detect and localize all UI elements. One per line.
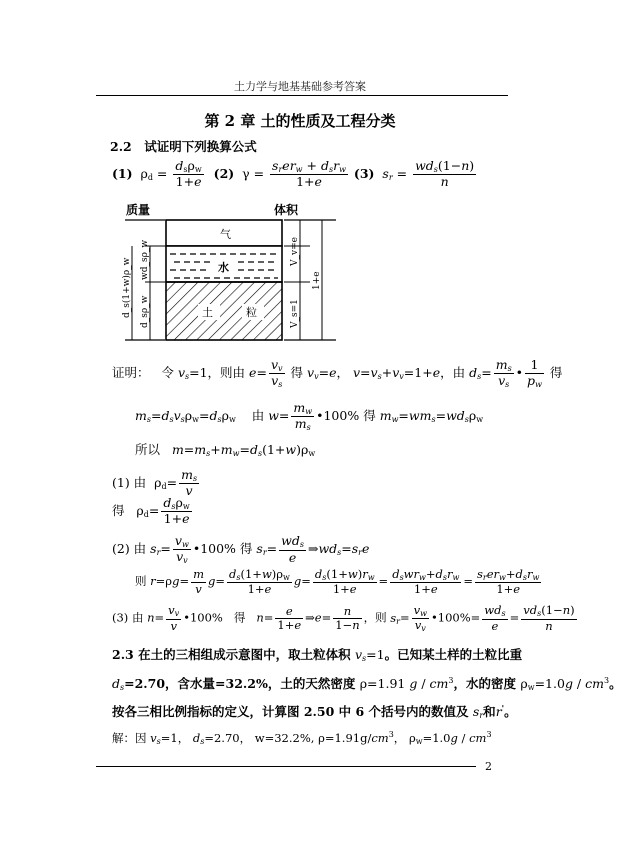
part-3-label: (3) <box>353 165 375 181</box>
proof-part-3: (3) 由 n= $\frac{v_v}{v}$ •100% 得 n= $\frac{e}{1+e}$ ⇒e= $\frac{n}{1-n}$ ，则 $s_r=$ $\frac{v_w}{v_v}$ •100%= $\frac{wd_s}{e}$ = $\frac{vd_s(1-n)}{n}$ <box>112 603 575 634</box>
fraction: $\frac{d_s(1+w)r_w}{1+e}$ <box>314 567 375 597</box>
proof-part-1-b: 得 $\rho_d=$ $\frac{d_s\rho_w}{1+e}$ <box>112 495 190 527</box>
proof-text: 得 <box>363 408 376 424</box>
proof-line-3: 所以 $m=m_s+m_w=d_s(1+w)\rho_w$ <box>135 442 316 458</box>
q23-text: ，水的密度 <box>453 676 516 691</box>
proof-line-1: 证明： 令 $v_s=1$，则由 e= $\frac{v_v}{v_s}$ 得 $v_v=e$， $v=v_s+v_v=1+e$，由 $d_s=$ $\frac{m_s}{v_s}$ • $\frac{1}{p_w}$ 得 <box>112 357 563 390</box>
proof-line-2: $m_s=d_sv_s\rho_w=d_s\rho_w$ 由 w= $\frac{m_w}{m_s}$ •100% 得 $m_w=wm_s=wd_s\rho_w$ <box>135 400 484 433</box>
proof-text: ，则 <box>363 610 387 625</box>
soil-label: 土 <box>202 306 213 319</box>
fraction: $\frac{v_v}{v}$ <box>168 603 180 633</box>
three-phase-diagram <box>110 200 350 350</box>
footer-rule <box>96 766 476 767</box>
fraction: $\frac{v_w}{v_v}$ <box>174 533 189 566</box>
air-label: 气 <box>220 228 231 241</box>
fraction: $\frac{v_w}{v_v}$ <box>413 603 427 634</box>
q23-text: 解：因 <box>112 731 147 745</box>
proof-text: 则 <box>135 574 147 589</box>
fraction: $\frac{1}{p_w}$ <box>527 357 542 389</box>
proof-text: 得 <box>549 365 563 381</box>
header-rule <box>96 95 508 96</box>
diagram-label-volume: 体积 <box>274 203 299 217</box>
proof-text: 由 <box>251 408 265 424</box>
part-2-label: (2) <box>213 165 235 181</box>
page-number: 2 <box>485 760 492 773</box>
q23-line-1: 2.3 在土的三相组成示意图中，取土粒体积 $v_s=1$。已知某土样的土粒比重 <box>112 647 523 663</box>
chapter-title: 第 2 章 土的性质及工程分类 <box>204 112 396 130</box>
fraction: $\frac{m}{v}$ <box>193 567 204 596</box>
fraction: $\frac{v_v}{v_s}$ <box>270 357 283 390</box>
proof-text: ，由 <box>440 365 466 381</box>
q23-line-2: $d_s=2.70$，含水量=32.2%，土的天然密度 ρ=1.91 g / $cm^3$，水的密度 $\rho_w=1.0g / cm^3$。 <box>112 675 622 692</box>
proof-text: ，则由 <box>207 365 246 381</box>
proof-text: (2) 由 <box>112 541 147 557</box>
diagram-label-mass: 质量 <box>126 203 151 217</box>
proof-text: (1) 由 <box>112 474 147 490</box>
proof-text: 得 <box>112 502 125 518</box>
running-header: 土力学与地基基础参考答案 <box>234 80 366 93</box>
fraction: $\frac{s_rer_w+d_sr_w}{1+e}$ <box>477 567 540 597</box>
water-label: 水 <box>218 261 229 274</box>
grain-label: 粒 <box>246 306 257 319</box>
fraction: $\frac{d_s(1+w)\rho_w}{1+e}$ <box>229 567 290 597</box>
q23-text: 。已知某土样的土粒比重 <box>384 647 523 662</box>
vol-total-label: 1+e <box>312 271 322 290</box>
fraction: $\frac{e}{1+e}$ <box>277 603 302 633</box>
mass-total-label: d_s(1+w)ρ_w <box>122 257 132 318</box>
proof-text: (3) 由 <box>112 610 144 625</box>
mass-water-label: wd_sρ_w <box>140 239 150 280</box>
fraction: $\frac{wd_s}{e}$ <box>484 603 506 633</box>
vol-solid-label: V_s=1 <box>290 299 300 328</box>
formula-3-fraction: $\frac{wd_s(1-n)}{n}$ <box>415 158 475 190</box>
part-1-label: (1) <box>112 165 133 181</box>
q23-text: 和 <box>483 704 496 719</box>
q23-text: 按各三相比例指标的定义，计算图 2.50 中 6 个括号内的数值及 <box>112 704 469 719</box>
proof-text: 所以 <box>135 442 161 457</box>
fraction: $\frac{wd_s}{e}$ <box>281 533 304 565</box>
formula-1-fraction: $\frac{d_s\rho_w}{1+e}$ <box>175 158 202 190</box>
vol-void-label: V_v=e <box>290 237 300 266</box>
proof-text: 得 <box>233 610 246 625</box>
proof-text: 得 <box>290 365 304 381</box>
mass-solid-label: d_sρ_w <box>140 295 150 328</box>
fraction: $\frac{vd_s(1-n)}{n}$ <box>523 603 575 633</box>
q23-text: =2.70，含水量=32.2%，土的天然密度 <box>124 676 356 691</box>
formula-2-fraction: $\frac{s_rer_w + d_sr_w}{1+e}$ <box>272 158 346 190</box>
q23-text: 2.3 在土的三相组成示意图中，取土粒体积 <box>112 647 351 662</box>
proof-part-2-b: 则 r=ρg= $\frac{m}{v}$ g= $\frac{d_s(1+w)\rho_w}{1+e}$ g= $\frac{d_s(1+w)r_w}{1+e}$ = $\frac{d_swr_w+d_sr_w}{1+e}$ = $\frac{s_rer_w+d_sr_w}{1+e}$ <box>135 567 540 597</box>
proof-intro: 证明： <box>112 365 150 381</box>
fraction: $\frac{m_s}{v}$ <box>181 467 198 499</box>
proof-part-2-a: (2) 由 $s_r=$ $\frac{v_w}{v_v}$ •100% 得 $s_r=$ $\frac{wd_s}{e}$ $\Rightarrow wd_s=s_re$ <box>112 533 370 566</box>
fraction: $\frac{m_s}{v_s}$ <box>495 357 512 390</box>
proof-text: 令 <box>161 365 174 381</box>
q22-heading: 2.2 试证明下列换算公式 <box>110 139 257 154</box>
fraction: $\frac{d_swr_w+d_sr_w}{1+e}$ <box>392 567 460 597</box>
fraction: $\frac{m_w}{m_s}$ <box>293 400 313 433</box>
proof-part-1-a: (1) 由 $\rho_d=$ $\frac{m_s}{v}$ <box>112 467 198 499</box>
proof-text: 得 <box>239 541 253 557</box>
soil-phase <box>166 282 282 340</box>
q23-text: w=32.2%, <box>254 731 315 745</box>
fraction: $\frac{n}{1-n}$ <box>335 603 360 633</box>
q23-line-3: 按各三相比例指标的定义，计算图 2.50 中 6 个括号内的数值及 $s_r$和r'。 <box>112 702 517 720</box>
q23-solution: 解：因 $v_s=1$， $d_s=2.70$， w=32.2%, $\rho=1.91g/cm^3$， $\rho_w=1.0g / cm^3$ <box>112 730 492 746</box>
q22-formulas: (1) $\rho_d$ = $\frac{d_s\rho_w}{1+e}$ (2) γ = $\frac{s_rer_w + d_sr_w}{1+e}$ (3) $s_r$ = $\frac{wd_s(1-n)}{n}$ <box>112 158 475 190</box>
fraction: $\frac{d_s\rho_w}{1+e}$ <box>163 495 190 527</box>
